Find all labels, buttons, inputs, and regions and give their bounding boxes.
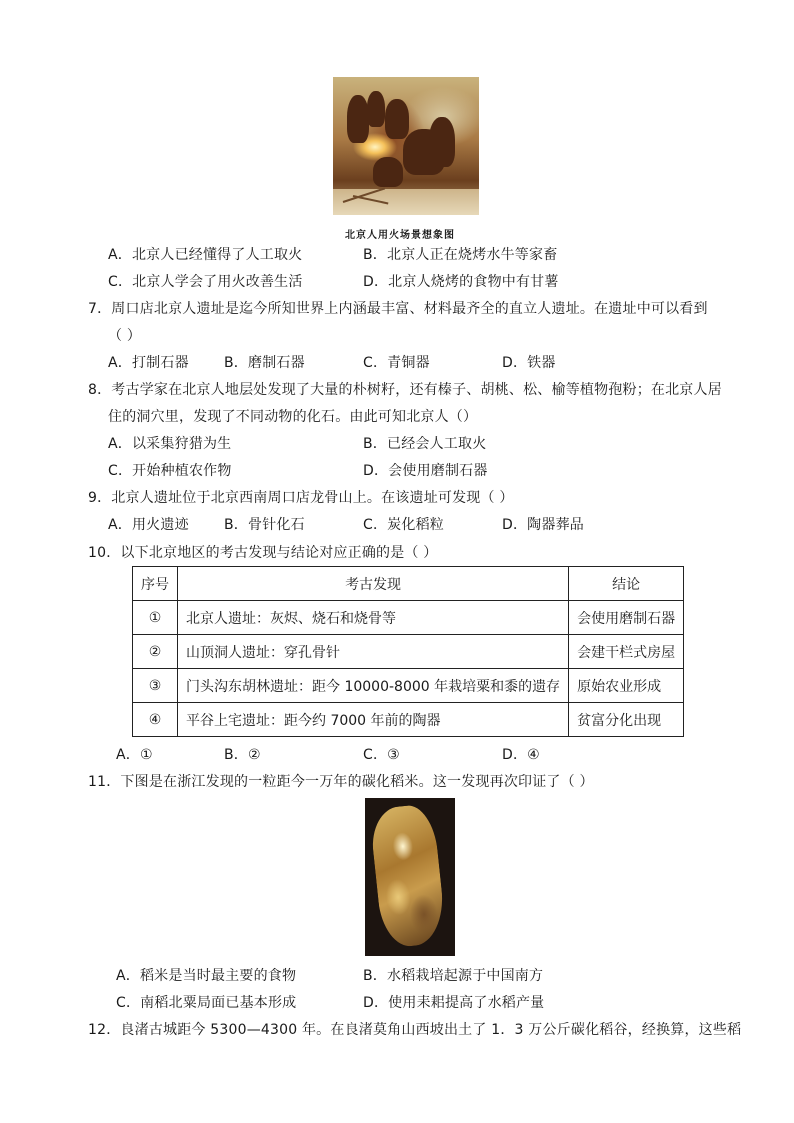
table-cell: ③ <box>133 669 178 703</box>
table-cell: 平谷上宅遗址：距今约 7000 年前的陶器 <box>178 703 569 737</box>
q6-option-b[interactable]: B．北京人正在烧烤水牛等家畜 <box>363 247 558 263</box>
table-cell: ④ <box>133 703 178 737</box>
q10-stem: 10．以下北京地区的考古发现与结论对应正确的是（ ） <box>88 545 438 561</box>
table-header-row <box>133 567 684 601</box>
image-caption: 北京人用火场景想象图 <box>345 230 455 241</box>
q8-option-a[interactable]: A．以采集狩猎为生 <box>108 436 232 452</box>
q7-option-d[interactable]: D．铁器 <box>502 355 556 371</box>
q9-stem: 9．北京人遗址位于北京西南周口店龙骨山上。在该遗址可发现（ ） <box>88 490 514 506</box>
q8-stem-line2: 住的洞穴里，发现了不同动物的化石。由此可知北京人（） <box>108 409 478 425</box>
q9-option-b[interactable]: B．骨针化石 <box>224 517 305 533</box>
table-row <box>133 669 684 703</box>
q11-stem: 11．下图是在浙江发现的一粒距今一万年的碳化稻米。这一发现再次印证了（ ） <box>88 774 594 790</box>
q10-option-c[interactable]: C．③ <box>363 747 400 763</box>
q8-stem-line1: 8．考古学家在北京人地层处发现了大量的朴树籽，还有榛子、胡桃、松、榆等植物孢粉；在北京人居 <box>88 382 722 398</box>
q9-option-a[interactable]: A．用火遗迹 <box>108 517 189 533</box>
table-cell: ② <box>133 635 178 669</box>
archaeology-table <box>132 566 684 737</box>
table-row <box>133 703 684 737</box>
q7-option-b[interactable]: B．磨制石器 <box>224 355 305 371</box>
peking-man-fire-scene-image <box>333 77 479 215</box>
table-cell: 会建干栏式房屋 <box>569 635 684 669</box>
table-cell: 门头沟东胡林遗址：距今 10000-8000 年栽培粟和黍的遗存 <box>178 669 569 703</box>
table-cell: 北京人遗址：灰烬、烧石和烧骨等 <box>178 601 569 635</box>
q8-option-d[interactable]: D．会使用磨制石器 <box>363 463 488 479</box>
q7-option-c[interactable]: C．青铜器 <box>363 355 430 371</box>
table-cell: ① <box>133 601 178 635</box>
table-cell: 贫富分化出现 <box>569 703 684 737</box>
table-cell: 会使用磨制石器 <box>569 601 684 635</box>
table-cell: 山顶洞人遗址：穿孔骨针 <box>178 635 569 669</box>
table-header: 结论 <box>569 567 684 601</box>
q11-option-c[interactable]: C．南稻北粟局面已基本形成 <box>116 995 297 1011</box>
table-row <box>133 635 684 669</box>
q7-stem-line2: （ ） <box>108 328 142 344</box>
q10-option-d[interactable]: D．④ <box>502 747 540 763</box>
q10-option-b[interactable]: B．② <box>224 747 261 763</box>
table-row <box>133 601 684 635</box>
table-cell: 原始农业形成 <box>569 669 684 703</box>
q7-option-a[interactable]: A．打制石器 <box>108 355 189 371</box>
q11-option-d[interactable]: D．使用耒耜提高了水稻产量 <box>363 995 545 1011</box>
q6-option-d[interactable]: D．北京人烧烤的食物中有甘薯 <box>363 274 559 290</box>
q6-option-a[interactable]: A．北京人已经懂得了人工取火 <box>108 247 303 263</box>
q7-stem-line1: 7．周口店北京人遗址是迄今所知世界上内涵最丰富、材料最齐全的直立人遗址。在遗址中可以看到 <box>88 301 708 317</box>
q8-option-b[interactable]: B．已经会人工取火 <box>363 436 487 452</box>
q6-option-c[interactable]: C．北京人学会了用火改善生活 <box>108 274 303 290</box>
q11-option-b[interactable]: B．水稻栽培起源于中国南方 <box>363 968 544 984</box>
q8-option-c[interactable]: C．开始种植农作物 <box>108 463 232 479</box>
table-header: 考古发现 <box>178 567 569 601</box>
q11-option-a[interactable]: A．稻米是当时最主要的食物 <box>116 968 297 984</box>
carbonized-rice-image <box>365 798 455 956</box>
table-header: 序号 <box>133 567 178 601</box>
q10-option-a[interactable]: A．① <box>116 747 153 763</box>
q9-option-d[interactable]: D．陶器葬品 <box>502 517 584 533</box>
q12-stem-line1: 12．良渚古城距今 5300—4300 年。在良渚莫角山西坡出土了 1．3 万公斤碳化稻谷，经换算，这些稻 <box>88 1022 742 1038</box>
q9-option-c[interactable]: C．炭化稻粒 <box>363 517 444 533</box>
